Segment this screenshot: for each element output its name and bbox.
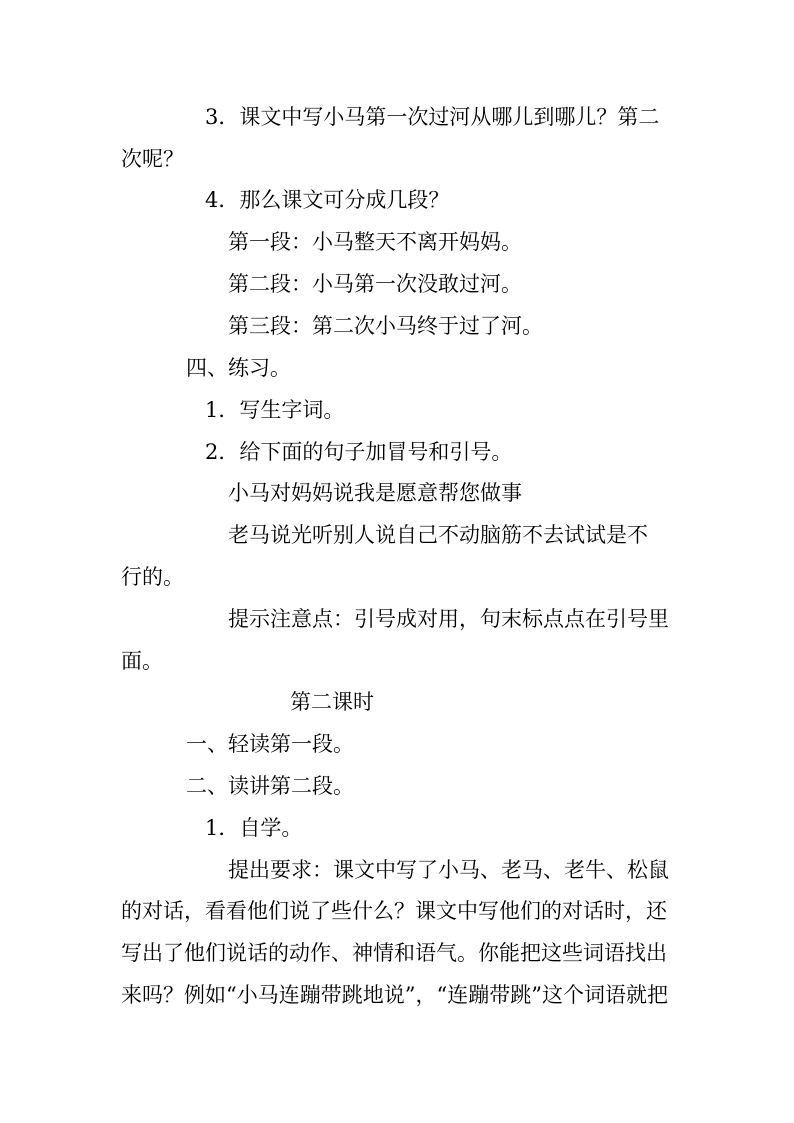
- section-heading-exercises: 四、练习。: [186, 356, 291, 380]
- question-4: 4．那么课文可分成几段？: [205, 188, 450, 212]
- tip-line-2: 面。: [121, 649, 163, 673]
- exercise-2: 2．给下面的句子加冒号和引号。: [205, 440, 513, 464]
- exercise-1: 1．写生字词。: [205, 398, 345, 422]
- exercise-sentence-1: 小马对妈妈说我是愿意帮您做事: [228, 481, 522, 505]
- exercise-sentence-2-line-2: 行的。: [121, 565, 184, 589]
- lesson-2-title: 第二课时: [290, 690, 374, 714]
- requirement-line-1: 提出要求：课文中写了小马、老马、老牛、松鼠: [228, 858, 669, 882]
- question-3-line-2: 次呢？: [121, 147, 184, 171]
- question-3-line-1: 3．课文中写小马第一次过河从哪儿到哪儿？第二: [205, 105, 660, 129]
- paragraph-division-3: 第三段：第二次小马终于过了河。: [228, 314, 543, 338]
- exercise-sentence-2-line-1: 老马说光听别人说自己不动脑筋不去试试是不: [228, 523, 648, 547]
- requirement-line-3: 写出了他们说话的动作、神情和语气。你能把这些词语找出: [121, 941, 667, 965]
- requirement-line-4: 来吗？例如“小马连蹦带跳地说”，“连蹦带跳”这个词语就把: [121, 983, 668, 1007]
- requirement-line-2: 的对话，看看他们说了些什么？课文中写他们的对话时，还: [121, 899, 667, 923]
- paragraph-division-2: 第二段：小马第一次没敢过河。: [228, 272, 522, 296]
- paragraph-division-1: 第一段：小马整天不离开妈妈。: [228, 230, 522, 254]
- self-study-item: 1．自学。: [205, 816, 303, 840]
- step-2-heading: 二、读讲第二段。: [186, 774, 354, 798]
- step-1-heading: 一、轻读第一段。: [186, 732, 354, 756]
- tip-line-1: 提示注意点：引号成对用，句末标点点在引号里: [228, 607, 669, 631]
